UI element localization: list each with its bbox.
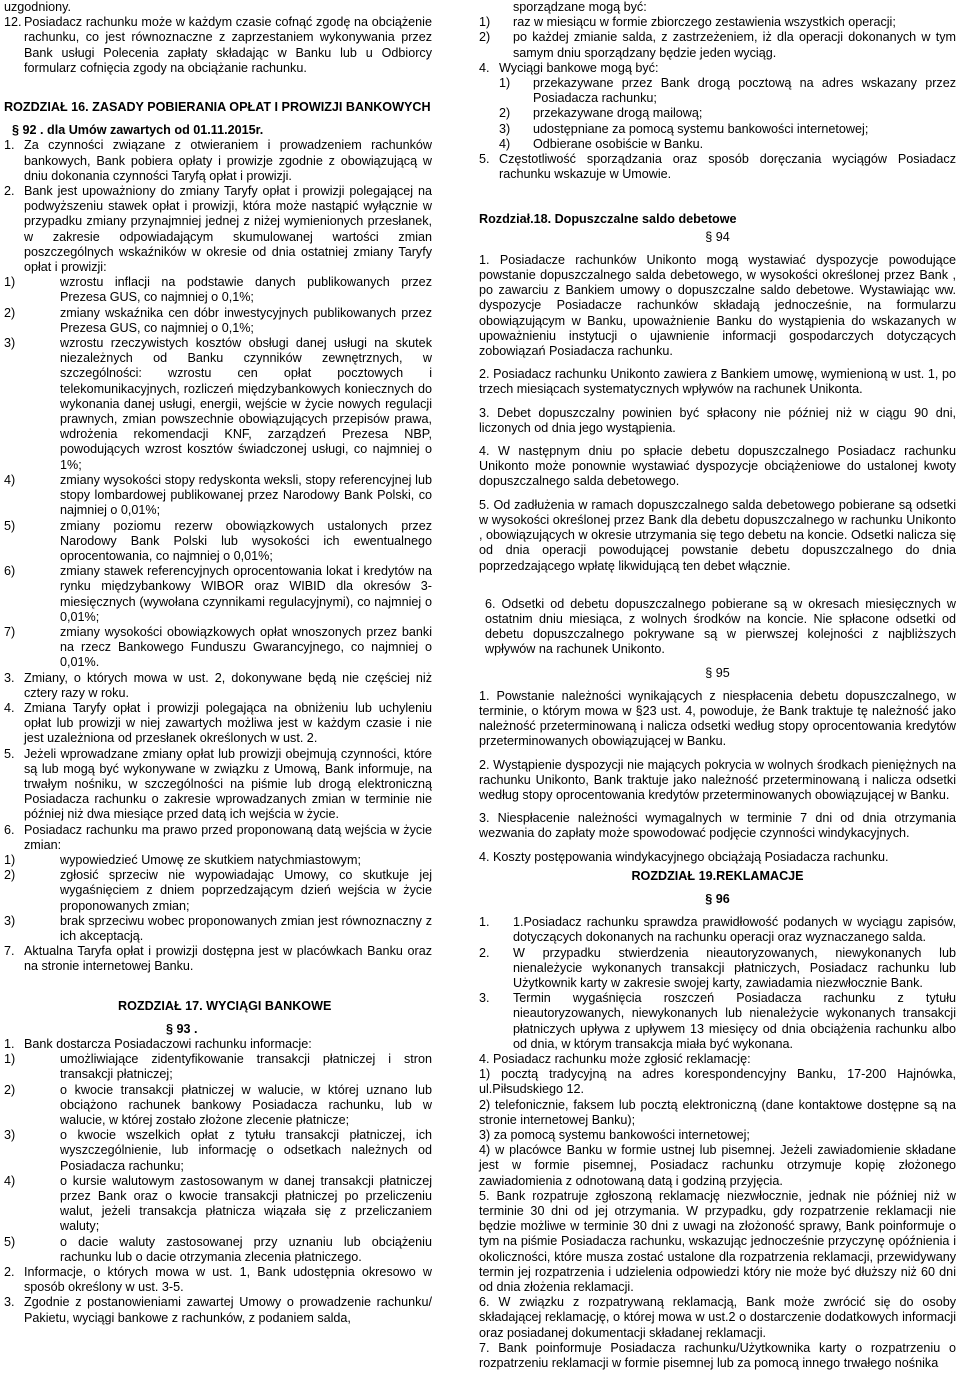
clause-number: 5. <box>4 746 15 761</box>
item-4 <box>4 473 432 519</box>
item-number: 6) <box>4 564 16 579</box>
clause-number: 4. <box>479 60 490 75</box>
debit-clause-1: 1. Posiadacze rachunków Unikonto mogą wystawiać dyspozycje powodujące powstanie dopuszczalnego salda debetowego, w wysokości określonej przez Bank , po zawarciu z Bankiem umowy o dopuszczalne saldo debetowe. Wystawiając ww. dyspozycje Posiadacze rachunków składają jednocześnie, na formularzu obowiązującym w Banku, upoważnienie Banku do wystąpienia do wskazanych w upoważnieniu instytucji o ujawnienie informacji gospodarczych dotyczących zobowiązań Posiadacza rachunku. <box>479 252 956 359</box>
clause-number: 6. <box>4 822 15 837</box>
item-1 <box>4 275 432 305</box>
clause-text: Zmiana Taryfy opłat i prowizji polegająca na obniżeniu lub uchyleniu opłat lub prowizji w niej zawartych możliwa jest w każdym czasie i nie jest uzależniona od przesłanek określonych w ust. 2. <box>24 700 432 746</box>
item-number: 1) <box>479 15 491 30</box>
complaint-channel-2: 2) telefonicznie, faksem lub pocztą elektroniczną (dane kontaktowe dostępne są na stronie internetowej Banku); <box>479 1097 956 1127</box>
item-number: 5) <box>4 518 16 533</box>
item-text: o dacie waluty zastosowanej przy uznaniu lub obciążeniu rachunku lub o dacie otrzymania zlecenia płatniczego. <box>60 1234 432 1264</box>
complaint-clause-6: 6. W związku z rozpatrywaną reklamacją, Bank może zwrócić się do osoby składającej reklamację, o której mowa w ust.2 o dostarczenie dodatkowych informacji oraz posiadanej dokumentacji składanej reklamacji. <box>479 1295 956 1340</box>
complaint-clause-1 <box>479 915 956 945</box>
delivery-2 <box>479 106 956 121</box>
clause-number: 1. <box>4 1037 15 1051</box>
item-text: zmiany wysokości stopy redyskonta weksli, stopy referencyjnej lub stopy lombardowej publikowanej przez Narodowy Bank Polski, co najmniej o 0,01%; <box>60 472 432 518</box>
statement-freq-1 <box>479 15 956 30</box>
clause-4 <box>4 701 432 747</box>
clause-5 <box>4 747 432 823</box>
delivery-4 <box>479 137 956 152</box>
chapter-17-heading: ROZDZIAŁ 17. WYCIĄGI BANKOWE <box>118 998 332 1013</box>
complaint-channel-3: 3) za pomocą systemu bankowości internetowej; <box>479 1128 750 1142</box>
item-number: 4) <box>4 472 16 487</box>
clause-number: 1. <box>4 138 15 153</box>
debit-clause-5: 5. Od zadłużenia w ramach dopuszczalnego salda debetowego pobierane są odsetki w wysokości określonej przez Bank dla debetu dopuszczalnego w rachunku Unikonto , obowiązujących w okresie utrzymania się tego debetu na koncie. Odsetki nalicza się od dnia operacji powodującej powstanie debetu dopuszczalnego do dnia poprzedzającego wpłatę likwidującą ten debet włącznie. <box>479 497 956 573</box>
item-5 <box>4 519 432 565</box>
item-number: 2) <box>479 30 491 45</box>
clause-12 <box>4 15 432 76</box>
clause-text: Za czynności związane z otwieraniem i prowadzeniem rachunków bankowych, Bank pobiera opłaty i prowizje zgodnie z obowiązującą w dniu dokonania czynności Taryfą opłat i prowizji. <box>24 138 432 183</box>
item-text: wzrostu inflacji na podstawie danych publikowanych przez Prezesa GUS, co najmniej o 0,1%; <box>60 275 432 305</box>
item-number: 3) <box>4 913 16 928</box>
overdue-clause-1: 1. Powstanie należności wynikających z niespłacenia debetu dopuszczalnego, w terminie, o którym mowa w §23 ust. 4, powoduje, że Bank traktuje tę należność jako należność przeterminowaną i nalicza odsetki według stopy oprocentowania kredytów przeterminowanych obowiązującej w Banku. <box>479 688 956 749</box>
clause-3 <box>4 671 432 701</box>
complaint-channel-4: 4) w placówce Banku w formie ustnej lub pisemnej. Jeżeli zawiadomienie składane jest w formie pisemnej, Posiadacz rachunku otrzymuje kopię złożonego zawiadomienia z odnotowaną datą i godziną przyjęcia. <box>479 1143 956 1188</box>
item-number: 2) <box>499 106 511 121</box>
item-6 <box>4 564 432 625</box>
clause-text: W przypadku stwierdzenia nieautoryzowanych, niewykonanych lub nienależycie wykonanych transakcji płatniczych, Posiadacz rachunku lub Użytkownik karty w zakresie swojej karty, zawiadamia niezwłocznie Bank. <box>513 945 956 990</box>
text-line: uzgodniony. <box>4 0 71 14</box>
clause-1 <box>4 138 432 184</box>
item-number: 1) <box>4 852 16 867</box>
left-column <box>4 0 432 1326</box>
text-line: sporządzane mogą być: <box>513 0 647 14</box>
item-number: 4) <box>4 1173 16 1188</box>
clause-number: 3. <box>4 1295 15 1310</box>
item-2 <box>4 306 432 336</box>
item-text: zmiany poziomu rezerw obowiązkowych ustalonych przez Narodowy Bank Polski lub wysokości ich ewentualnego oprocentowania, co najmniej o 0,01%; <box>60 518 432 563</box>
clause-number: 2. <box>479 945 490 960</box>
item-text: o kursie walutowym zastosowanym w danej transakcji płatniczej przez Bank oraz o kwocie transakcji płatniczej po przeliczeniu walut, jeżeli transakcja płatnicza wiązała się z przeliczaniem waluty; <box>60 1173 432 1234</box>
item-number: 1) <box>4 1052 16 1067</box>
info-3 <box>4 1128 432 1174</box>
clause-text: Wyciągi bankowe mogą być: <box>499 60 659 75</box>
item-text: wypowiedzieć Umowę ze skutkiem natychmiastowym; <box>60 852 361 867</box>
section-94-heading: § 94 <box>705 229 730 244</box>
clause-7 <box>4 944 432 974</box>
item-number: 4) <box>499 136 511 151</box>
clause-number: 12. <box>4 15 22 30</box>
info-5 <box>4 1235 432 1265</box>
item-text: brak sprzeciwu wobec proponowanych zmian jest równoznaczny z ich akceptacją. <box>60 913 432 943</box>
item-text: raz w miesiącu w formie zbiorczego zestawienia wszystkich operacji; <box>513 15 896 30</box>
overdue-clause-2: 2. Wystąpienie dyspozycji nie mających pokrycia w wolnych środkach pieniężnych na rachunku Unikonto, Bank traktuje jako należność przeterminowaną i nalicza odsetki według stopy oprocentowania kredytów przeterminowanych obowiązującej w Banku. <box>479 757 956 802</box>
item-text: zmiany wskaźnika cen dóbr inwestycyjnych publikowanych przez Prezesa GUS, co najmniej o 0,1%; <box>60 305 432 335</box>
clause-text: Zmiany, o których mowa w ust. 2, dokonywane będą nie częściej niż cztery razy w roku. <box>24 670 432 700</box>
item-text: przekazywane drogą mailową; <box>533 106 703 121</box>
clause-text: Termin wygaśnięcia roszczeń Posiadacza rachunku z tytułu nieautoryzowanych, niewykonanych lub nienależycie wykonanych transakcji płatniczych upływa z upływem 13 miesięcy od dnia obciążenia rachunku albo od dnia, w którym transakcja miała być wykonana. <box>513 991 956 1051</box>
item-number: 7) <box>4 624 16 639</box>
clause-text: Bank dostarcza Posiadaczowi rachunku informacje: <box>24 1037 312 1051</box>
item-number: 1) <box>4 275 16 290</box>
clause-text: Informacje, o których mowa w ust. 1, Bank udostępnia okresowo w sposób określony w ust. 3-5. <box>24 1265 432 1295</box>
debit-clause-2: 2. Posiadacz rachunku Unikonto zawiera z Bankiem umowę, wymienioną w ust. 1, po trzech miesiącach systematycznych wpływów na rachunek Unikonta. <box>479 367 956 397</box>
item-text: zgłosić sprzeciw nie wypowiadając Umowy, co skutkuje jej wygaśnięciem z dniem poprzedzającym dzień wejścia w życie proponowanych zmian; <box>60 868 432 913</box>
section-93-heading: § 93 . <box>166 1021 198 1036</box>
item-number: 2) <box>4 305 16 320</box>
clause-text: Częstotliwość sporządzania oraz sposób doręczania wyciągów Posiadacz rachunku wskazuje w Umowie. <box>499 152 956 182</box>
complaint-clause-4: 4. Posiadacz rachunku może zgłosić reklamację: <box>479 1051 751 1066</box>
clause-c5 <box>479 152 956 182</box>
clause-number: 2. <box>4 1265 15 1280</box>
complaint-clause-2 <box>479 946 956 992</box>
info-2 <box>4 1083 432 1129</box>
item-text: przekazywane przez Bank drogą pocztową na adres wskazany przez Posiadacza rachunku; <box>533 76 956 106</box>
clause-text: Zgodnie z postanowieniami zawartej Umowy o prowadzenie rachunku/ Pakietu, wyciągi bankowe z rachunków, z podaniem salda, <box>24 1295 432 1325</box>
right-column <box>479 0 956 1371</box>
info-4 <box>4 1174 432 1235</box>
item-number: 5) <box>4 1234 16 1249</box>
item-number: 1) <box>499 76 511 91</box>
clause-text: Jeżeli wprowadzane zmiany opłat lub prowizji obejmują czynności, które są lub mogą być wykonywane w związku z Umową, Bank informuje, na trwałym nośniku, w szczególności na piśmie lub drogą elektroniczną Posiadacza rachunku o zakresie wprowadzanych zmian w terminie nie później niż dwa miesiące przed datą ich wejścia w życie. <box>24 746 432 822</box>
clause-number: 4. <box>4 700 15 715</box>
section-96-heading: § 96 <box>705 891 730 906</box>
item-text: o kwocie transakcji płatniczej w walucie, w której uznano lub obciążono rachunek bankowy Posiadacza rachunku, lub w walucie, w której zostało złożone zlecenie płatnicze; <box>60 1082 432 1128</box>
delivery-3 <box>479 122 956 137</box>
clause-6 <box>4 823 432 853</box>
item-number: 3) <box>4 1128 16 1143</box>
option-1 <box>4 853 432 868</box>
clause-b3 <box>4 1295 432 1325</box>
clause-text: Bank jest upoważniony do zmiany Taryfy opłat i prowizji polegającej na podwyższeniu stawek opłat i prowizji, która może nastąpić wyłącznie w przypadku zmiany przynajmniej jednej z niżej wymienionych przesłanek, w zakresie odpowiadającym skumulowanej wartości zmian poszczególnych wskaźników w okresie od dnia ostatniej zmiany Taryfy opłat i prowizji: <box>24 184 432 275</box>
clause-2 <box>4 184 432 275</box>
clause-text: Posiadacz rachunku może w każdym czasie cofnąć zgodę na obciążenie rachunku, co jest równoznaczne z zaprzestaniem wykonywania przez Bank usługi Polecenia zapłaty składając w Banku lub u Odbiorcy formularz cofnięcia zgody na obciążanie rachunku. <box>24 15 432 75</box>
clause-c4 <box>479 61 956 76</box>
item-text: zmiany stawek referencyjnych oprocentowania lokat i kredytów na rynku międzybankowy WIBOR oraz WIBID dla okresów 3-miesięcznych (wywołana czynnikami regulacyjnymi), co najmniej o 0,01%; <box>60 564 432 624</box>
clause-b2 <box>4 1265 432 1295</box>
clause-number: 2. <box>4 184 15 199</box>
item-number: 2) <box>4 1082 16 1097</box>
clause-number: 5. <box>479 152 490 167</box>
item-7 <box>4 625 432 671</box>
chapter-16-heading: ROZDZIAŁ 16. ZASADY POBIERANIA OPŁAT I PROWIZJI BANKOWYCH <box>4 100 431 115</box>
info-1 <box>4 1052 432 1082</box>
item-text: o kwocie wszelkich opłat z tytułu transakcji płatniczej, ich wyszczególnienie, lub informację o odsetkach należnych od Posiadacza rachunku; <box>60 1128 432 1173</box>
item-text: zmiany wysokości obowiązkowych opłat wnoszonych przez banki na rzecz Bankowego Funduszu Gwarancyjnego, co najmniej o 0,01%. <box>60 624 432 670</box>
clause-text: Posiadacz rachunku ma prawo przed proponowaną datą wejścia w życie zmian: <box>24 822 432 852</box>
overdue-clause-3: 3. Niespłacenie należności wymagalnych w terminie 7 dni od dnia otrzymania wezwania do zapłaty może spowodować podjęcie czynności windykacyjnych. <box>479 811 956 841</box>
option-2 <box>4 868 432 914</box>
section-95-heading: § 95 <box>705 665 730 680</box>
delivery-1 <box>479 76 956 106</box>
chapter-18-heading: Rozdział.18. Dopuszczalne saldo debetowe <box>479 212 737 227</box>
complaint-clause-5: 5. Bank rozpatruje zgłoszoną reklamację niezwłocznie, jednak nie później niż w terminie 30 dni od jej otrzymania. W przypadku, gdy rozpatrzenie reklamacji nie będzie możliwe w terminie 30 dni z uwagi na złożoność sprawy, Bank poinformuje o tym na piśmie Posiadacza rachunku, wskazując jednocześnie przyczynę opóźnienia i okoliczności, które musza zostać ustalone dla rozpatrzenia reklamacji, przewidywany termin jej rozpatrzenia i udzielenia odpowiedzi który nie może być dłuższy niż 60 dni od dnia złożenia reklamacji. <box>479 1188 956 1295</box>
clause-number: 7. <box>4 944 15 959</box>
overdue-clause-4: 4. Koszty postępowania windykacyjnego obciążają Posiadacza rachunku. <box>479 849 889 864</box>
clause-text: Aktualna Taryfa opłat i prowizji dostępna jest w placówkach Banku oraz na stronie internetowej Banku. <box>24 944 432 974</box>
complaint-clause-7: 7. Bank poinformuje Posiadacza rachunku/Użytkownika karty o rozpatrzeniu o rozpatrzeniu reklamacji w formie pisemnej lub za pomocą innego trwałego nośnika <box>479 1340 956 1371</box>
option-3 <box>4 914 432 944</box>
clause-b1 <box>4 1037 432 1052</box>
item-text: umożliwiające zidentyfikowanie transakcji płatniczej i stron transakcji płatniczej; <box>60 1052 432 1082</box>
item-text: wzrostu rzeczywistych kosztów obsługi danej usługi na skutek niezależnych od Banku czynników zewnętrznych, w szczególności: wzrostu cen opłat pocztowych i telekomunikacyjnych, rozliczeń międzybankowych koniecznych do wykonania danej usługi, energii, wejście w życie nowych regulacji prawnych, zmian powszechnie obowiązujących przepisów prawa, wdrożenia rekomendacji KNF, zarządzeń Prezesa NBP, powodujących wzrost kosztów świadczonej usługi, co najmniej o 1%; <box>60 336 432 472</box>
item-text: Odbierane osobiście w Banku. <box>533 136 704 151</box>
item-number: 3) <box>499 121 511 136</box>
section-92-heading: § 92 . dla Umów zawartych od 01.11.2015r. <box>12 123 264 138</box>
clause-text: 1.Posiadacz rachunku sprawdza prawidłowość podanych w wyciągu zapisów, dotyczących dokonanych na rachunku operacji oraz wyznaczanego salda. <box>513 915 956 945</box>
clause-number: 1. <box>479 915 490 930</box>
complaint-clause-3 <box>479 991 956 1052</box>
chapter-19-heading: ROZDZIAŁ 19.REKLAMACJE <box>631 868 804 883</box>
complaint-channel-1: 1) pocztą tradycyjną na adres korespondencyjny Banku, 17-200 Hajnówka, ul.Piłsudskiego 12. <box>479 1067 956 1097</box>
item-number: 2) <box>4 868 16 883</box>
debit-clause-3: 3. Debet dopuszczalny powinien być spłacony nie później niż w ciągu 90 dni, liczonych od dnia jego wystąpienia. <box>479 405 956 435</box>
clause-number: 3. <box>4 670 15 685</box>
statement-freq-2 <box>479 30 956 60</box>
item-text: udostępniane za pomocą systemu bankowości internetowej; <box>533 121 869 136</box>
debit-clause-6: 6. Odsetki od debetu dopuszczalnego pobierane są w okresach miesięcznych w ostatnim dniu miesiąca, z wolnych środków na koncie. Nie spłacone odsetki od debetu dopuszczalnego pokrywane są w pierwszej kolejności z najbliższych wpływów na rachunek Unikonto. <box>485 596 956 657</box>
item-text: po każdej zmianie salda, z zastrzeżeniem, iż dla operacji dokonanych w tym samym dniu sporządzany będzie jeden wyciąg. <box>513 30 956 60</box>
debit-clause-4: 4. W następnym dniu po spłacie debetu dopuszczalnego Posiadacz rachunku Unikonto może ponownie wystawiać dyspozycje obciążeniowe do ustalonej kwoty dopuszczalnego salda debetowego. <box>479 444 956 489</box>
clause-number: 3. <box>479 991 490 1006</box>
item-3 <box>4 336 432 473</box>
item-number: 3) <box>4 336 16 351</box>
